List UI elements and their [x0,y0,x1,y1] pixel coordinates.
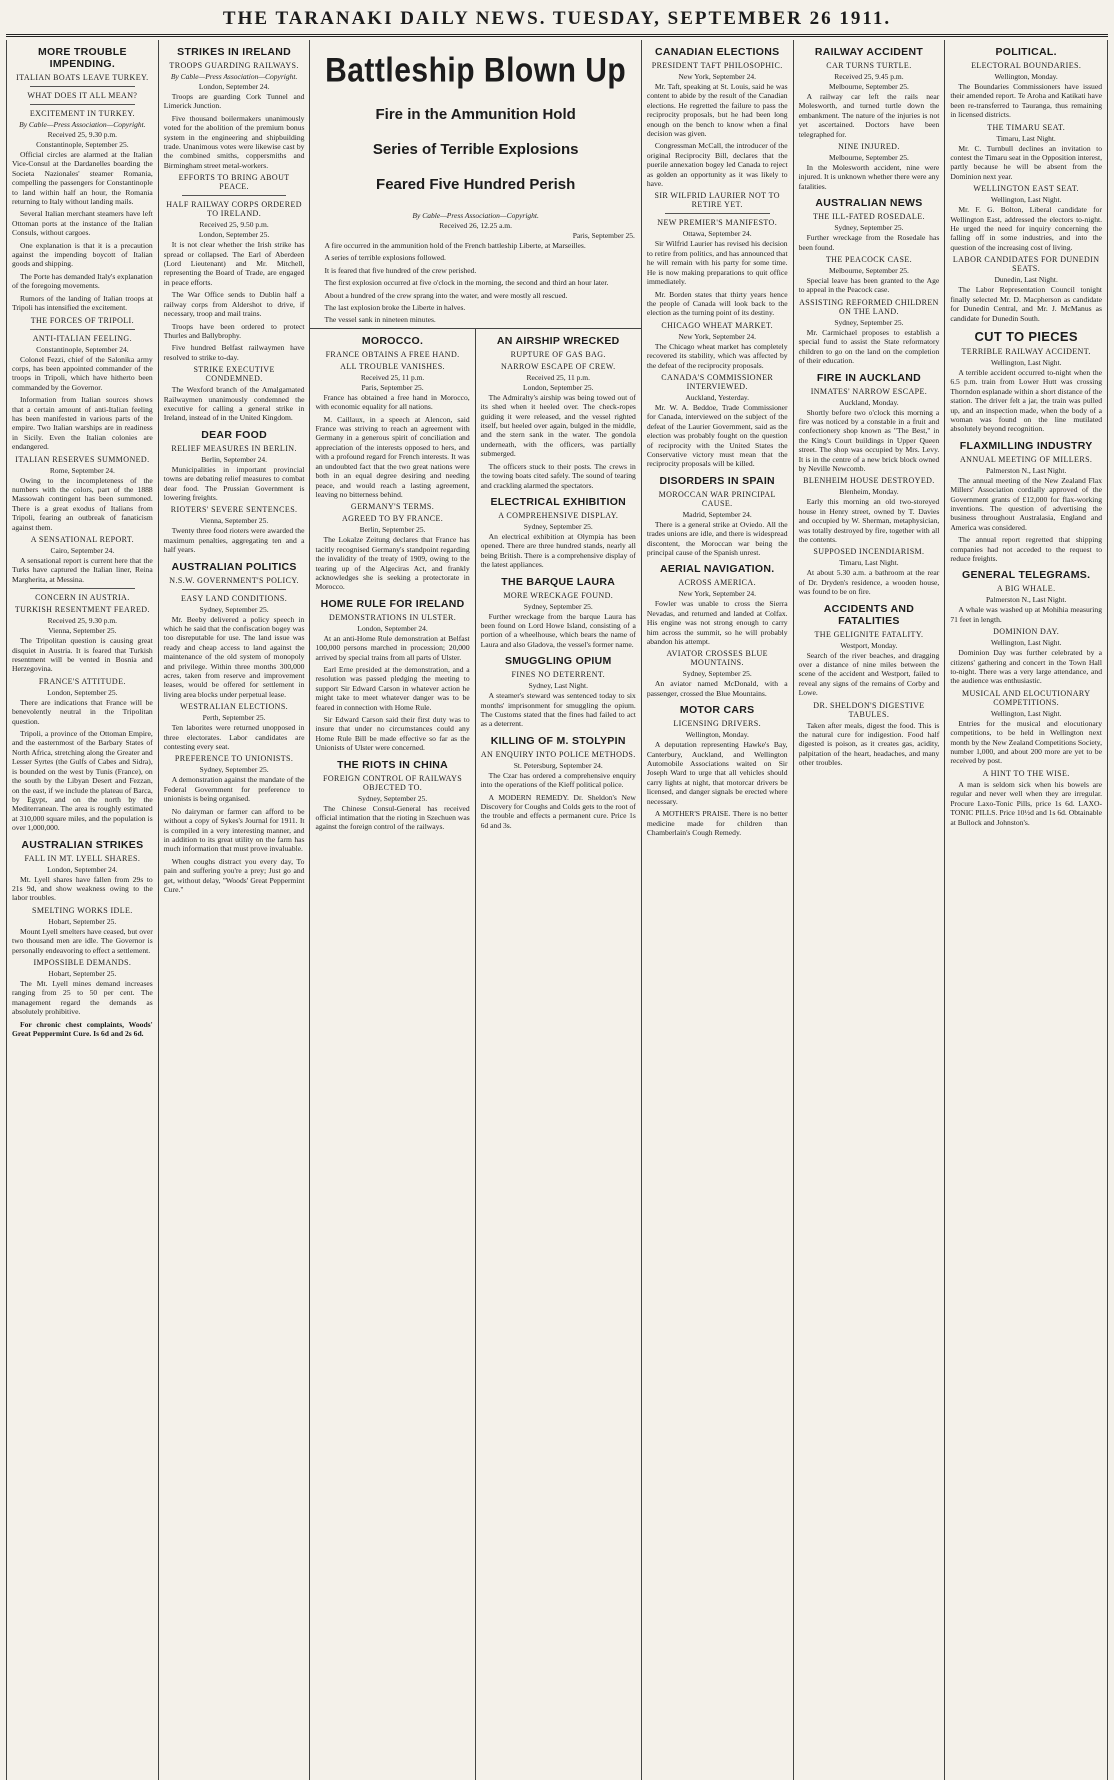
dateline: St. Petersburg, September 24. [513,760,603,770]
subhead: RELIEF MEASURES IN BERLIN. [171,443,297,453]
headline: GENERAL TELEGRAMS. [962,569,1091,582]
subhead: IMPOSSIBLE DEMANDS. [33,957,132,967]
lead-story [310,40,640,328]
headline: HOME RULE FOR IRELAND [320,597,465,610]
dateline: Sydney, September 25. [358,793,428,803]
dateline: Sydney, September 25. [199,765,269,775]
masthead: THE TARANAKI DAILY NEWS. TUESDAY, SEPTEMBER 26 1911. [6,8,1108,37]
column-5 [794,40,946,1780]
divider [30,104,135,105]
dateline: Ottawa, September 24. [682,229,752,239]
subhead: THE ILL-FATED ROSEDALE. [812,212,925,222]
banner-headline: Battleship Blown Up [325,51,627,90]
subhead: CONCERN IN AUSTRIA. [35,593,130,603]
dateline: Timaru, Last Night. [839,558,899,568]
dateline: Melbourne, September 25. [828,82,909,91]
subhead: THE FORCES OF TRIPOLI. [30,315,135,325]
paragraph: Further wreckage from the Rosedale has been found. [798,233,940,252]
paragraph: Taken after meals, digest the food. This is the natural cure for indigestion. Food half digested is poison, as it creates gas, acidity, palpitation of the heart, headaches, and many other troubles. [798,720,940,768]
dateline: Cairo, September 24. [50,546,115,555]
paragraph: An electrical exhibition at Olympia has been opened. There are three hundred stands, nearly all being British. There is a comprehensive display of the latest appliances. [480,531,636,570]
paragraph: About a hundred of the crew sprang into the water, and were mostly all rescued. [324,290,568,300]
dateline: Received 25, 9.50 p.m. [199,220,269,230]
paragraph: Mr. W. A. Beddoe, Trade Commissioner for Canada, interviewed on the subject of the defeat of the Laurier Government, said as the election was probably fought on the question of reciprocity with the United States the Conservative victory must mean that the reciprocity proposals will be killed. [646,402,788,469]
dateline: Constantinople, September 25. [36,140,129,149]
dateline: Perth, September 25. [202,713,266,723]
paragraph: A deputation representing Hawke's Bay, Canterbury, Auckland, and Wellington Automobile Associations waited on Sir Joseph Ward to urge that all vehicles should carry lights at night, that motorcar drivers be licensed, and danger signals be erected where necessary. [646,740,788,806]
paragraph: Dominion Day was further celebrated by a citizens' gathering and concert in the Town Hall to-night. There was a very large attendance, and the audience was enthusiastic. [950,648,1103,686]
dateline: Wellington, Last Night. [990,708,1062,718]
subhead: EFFORTS TO BRING ABOUT PEACE. [178,173,290,192]
paragraph: The last explosion broke the Liberte in halves. [324,303,466,313]
paragraph: Troops have been ordered to protect Thurles and Ballybrophy. [163,321,305,340]
paragraph: France has obtained a free hand in Morocco, with economic equality for all nations. [315,392,470,412]
headline: CUT TO PIECES [974,328,1078,344]
subhead: WHAT DOES IT ALL MEAN? [27,91,138,100]
headline: AUSTRALIAN POLITICS [171,560,297,573]
paragraph: Five thousand boilermakers unanimously voted for the abolition of the premium bonus system in the engineering and shipbuilding trade. Unanimous votes were likewise cast by the combined smiths, coppersmiths and Birmingham street metal-workers. [163,113,305,170]
dateline: Sydney, September 25. [834,317,904,327]
paragraph: Rumors of the landing of Italian troops at Tripoli has intensified the excitement. [12,293,153,313]
subhead: CAR TURNS TURTLE. [826,61,912,70]
paragraph: In the Molesworth accident, nine were injured. It is unknown whether there were any fatalities. [798,163,940,191]
subhead: NARROW ESCAPE OF CREW. [500,361,616,371]
subhead: SMELTING WORKS IDLE. [32,905,133,915]
paragraph: Sir Wilfrid Laurier has revised his decision to retire from politics, and has announced that he will remain with his party for some time. He is now making preparations to quit office immediately. [646,239,788,287]
divider [30,329,135,330]
dateline: Dunedin, Last Night. [994,275,1058,285]
paragraph: Mr. F. G. Bolton, Liberal candidate for Wellington East, addressed the electors to-night. He urged the need for inquiry concerning the falling off in some industries, and into the question of the increasing cost of living. [950,205,1103,252]
paragraph: One explanation is that it is a precaution against the impending boycott of Italian goods and shipping. [12,240,153,269]
paragraph: Tripoli, a province of the Ottoman Empire, and the easternmost of the Barbary States of North Africa, stretching along the Greater and Lesser Syrtes (the Gulfs of Cabes and Sidra), is bounded on the west by Tunis (France), on the south by the Libyan Desert and Fezzan, on the east, if we include the plateau of Barca, by Egypt, and on the north by the Mediterranean. The area is roughly estimated at 310,000 square miles, and the population is over 1,000,000. [12,729,153,833]
dateline: Received 25, 9.45 p.m. [834,72,904,81]
paragraph: Special leave has been granted to the Age to appeal in the Peacock case. [798,276,940,295]
headline: FLAXMILLING INDUSTRY [959,439,1093,452]
headline: AERIAL NAVIGATION. [659,563,775,576]
subhead: ASSISTING REFORMED CHILDREN ON THE LAND. [799,297,939,316]
dateline: Westport, Monday. [840,640,898,650]
subhead: A SENSATIONAL REPORT. [30,535,134,544]
paragraph: When coughs distract you every day, To pain and suffering you're a prey; Just go and get, without delay, "Woods' Great Peppermint Cure." [163,856,305,894]
paragraph: A terrible accident occurred to-night when the 6.5 p.m. train from Lower Hutt was crossing Thorndon esplanade within a short distance of the station. The driver felt a jar, the train was pulled up, and an inspection made, when the body of a woman was found on the line mutilated absolutely beyond recognition. [950,367,1103,434]
paragraph: M. Caillaux, in a speech at Alencon, said France was striving to reach an agreement with Germany in a generous spirit of conciliation and appreciation of the interests opposed to hers, and with a profound regard for French interests. It was an undoubted fact that the two great nations were both in an equal degree desiring and needing peace, and would reach a lasting agreement, leaving no bitterness behind. [315,414,470,499]
headline: SMUGGLING OPIUM [504,655,612,668]
dateline: Sydney, September 25. [523,601,593,611]
paragraph: Five hundred Belfast railwaymen have resolved to strike to-day. [163,343,305,362]
paragraph: An aviator named McDonald, with a passenger, crossed the Blue Mountains. [646,679,788,698]
headline: KILLING OF M. STOLYPIN [490,734,626,747]
paragraph: Mr. Beeby delivered a policy speech in which he said that the confiscation bogey was too disreputable for use. The land issue was ready and cheap access to land against the maintenance of the old system of monopoly and privilege. Within three months 300,000 acres, taken from reserve and improvement leases, would be offered for settlement in living area blocks under perpetual lease. [163,614,305,699]
paragraph: Official circles are alarmed at the Italian Vice-Consul at the Dardanelles boarding the Societa Nazionales' steamer Romania, compelling the passengers for Constantinople to land within half an hour, the Romania returning to Italy without landing mails. [12,150,153,207]
paragraph: A man is seldom sick when his bowels are regular and never well when they are irregular. Procure Laxo-Tonic Pills, price 1s 6d. LAXO-TONIC PILLS. Price 10½d and 1s 6d. Obtainable at Bullock and Johnston's. [950,779,1103,827]
subhead: THE GELIGNITE FATALITY. [814,629,924,639]
dateline: Received 25, 11 p.m. [526,372,590,382]
dateline: London, September 25. [47,687,118,697]
subhead: N.S.W. GOVERNMENT'S POLICY. [169,575,299,585]
paragraph: A demonstration against the mandate of the Federal Government for preference to unionists is being organised. [163,775,305,804]
subhead: DR. SHELDON'S DIGESTIVE TABULES. [813,700,925,719]
paragraph: Information from Italian sources shows that a certain amount of anti-Italian feeling has been manifested in various parts of the empire. Two Italian warships are in readiness in Sicily. Even the Italian colonies are endangered. [12,395,153,452]
dateline: Melbourne, September 25. [828,153,909,163]
dateline: Rome, September 24. [49,465,115,475]
lead-story-section [310,40,641,1780]
paragraph: No dairyman or farmer can afford to be without a copy of Sykes's Journal for 1911. It is compiled in a very interesting manner, and in addition to its great utility on the farm has much information that must prove invaluable. [163,806,305,854]
column-2 [159,40,311,1780]
subhead: STRIKE EXECUTIVE CONDEMNED. [193,365,275,384]
headline: MOTOR CARS [679,704,755,717]
divider [665,213,770,214]
dateline: Auckland, Yesterday. [685,392,750,402]
subhead: AVIATOR CROSSES BLUE MOUNTAINS. [666,649,768,668]
paragraph: A steamer's steward was sentenced today to six months' imprisonment for smuggling the opium. The Customs stated that the fines had failed to act as a deterrent. [480,691,636,729]
dateline: Paris, September 25. [572,231,635,240]
dateline: Vienna, September 25. [48,626,117,636]
subhead: FOREIGN CONTROL OF RAILWAYS OBJECTED TO. [322,773,463,792]
dateline: London, September 24. [47,864,118,874]
subhead: TERRIBLE RAILWAY ACCIDENT. [961,346,1091,356]
deck-headline: Fire in the Ammunition Hold [375,106,576,123]
subhead: AGREED TO BY FRANCE. [341,514,444,524]
divider [30,588,135,589]
headline: AN AIRSHIP WRECKED [496,334,620,347]
paragraph: Mr. Taft, speaking at St. Louis, said he was content to abide by the result of the Canadian elections. He regretted the failure to pass the reciprocity proposals, but he had been long enough on the bench to know when a final decision was given. [646,82,788,139]
byline: By Cable—Press Association—Copyright. [170,72,298,81]
subhead: ALL TROUBLE VANISHES. [340,361,445,371]
subhead: ITALIAN RESERVES SUMMONED. [15,454,150,464]
subhead: ACROSS AMERICA. [678,578,756,588]
paragraph: The annual report regretted that shipping companies had not acceded to the request to reduce freights. [950,535,1103,563]
subhead: RIOTERS' SEVERE SENTENCES. [170,505,298,515]
divider [182,589,287,590]
subhead: WESTRALIAN ELECTIONS. [180,702,289,712]
dateline: Received 25, 9.30 p.m. [47,130,118,139]
dateline: Received 25, 11 p.m. [360,372,425,382]
paragraph: Mr. Borden states that thirty years hence the people of Canada will look back to the election as the turning point of its destiny. [646,289,788,318]
headline: THE RIOTS IN CHINA [337,758,449,771]
headline: FIRE IN AUCKLAND [816,371,922,384]
subhead: PREFERENCE TO UNIONISTS. [174,754,294,764]
subhead: ELECTORAL BOUNDARIES. [971,61,1082,70]
paragraph: Mount Lyell smelters have ceased, but over two thousand men are idle. The Governor is personally endeavoring to effect a settlement. [12,926,153,955]
paragraph: Earl Erne presided at the demonstration, and a resolution was passed pledging the meeting to support Sir Edward Carson in whatever action he might take to meet whatever danger was to be feared in connection with Home Rule. [315,664,470,712]
paragraph: It is feared that five hundred of the crew perished. [324,265,477,275]
subhead: GERMANY'S TERMS. [350,502,435,512]
paragraph: At an anti-Home Rule demonstration at Belfast 100,000 persons marched in procession; 20,000 arrived by special trains from all parts of Ulster. [315,633,470,662]
dateline: Sydney, September 25. [523,521,593,531]
column-1 [7,40,159,1780]
paragraph: Shortly before two o'clock this morning a fire was noticed by a constable in a fruit and confectionery shop known as "The Best," in the King's Court buildings in Upper Queen street. The shop was occupied by Mrs. Levy. It is in the centre of a new brick block owned by Neville Newcomb. [798,407,940,473]
subhead: A HINT TO THE WISE. [982,768,1070,778]
subhead: AN ENQUIRY INTO POLICE METHODS. [480,749,636,759]
paragraph: Entries for the musical and elocutionary competitions, to be held in Wellington next month by the New Zealand Competitions Society, number 1,000, and about 200 more are yet to be received by post. [950,718,1103,766]
paragraph: The Chicago wheat market has completely recovered its stability, which was affected by the defeat of the reciprocity proposals. [646,341,788,370]
headline: RAILWAY ACCIDENT [814,46,924,58]
dateline: London, September 25. [198,230,270,240]
paragraph: The first explosion occurred at five o'clock in the morning, the second and third an hour later. [324,278,609,288]
paragraph: The annual meeting of the New Zealand Flax Millers' Association cordially approved of the Government grants of £12,000 for flax-working inventions. The question of advertising the business throughout Australasia, England and America was considered. [950,475,1103,532]
headline: MORE TROUBLE IMPENDING. [37,46,127,70]
paragraph: Sir Edward Carson said their first duty was to insure that under no circumstances could any Home Rule Bill be made effective so far as the Unionists of Ulster were concerned. [315,715,470,753]
paragraph: Early this morning an old two-storeyed house in Henry street, owned by T. Davies and occupied by W. Sherman, metaphysician, was totally destroyed by fire, together with all the contents. [798,497,940,544]
subhead: NINE INJURED. [838,142,900,152]
dateline: New York, September 24. [678,589,756,599]
subhead: TROOPS GUARDING RAILWAYS. [169,61,299,70]
subhead: MUSICAL AND ELOCUTIONARY COMPETITIONS. [961,688,1091,707]
byline: By Cable—Press Association—Copyright. [19,120,146,129]
byline: By Cable—Press Association—Copyright. [412,211,539,220]
dateline: New York, September 24. [678,72,756,81]
subhead: A BIG WHALE. [996,584,1056,594]
dateline: Palmerston N., Last Night. [985,595,1067,605]
subhead: THE TIMARU SEAT. [987,122,1066,132]
paragraph: Troops are guarding Cork Tunnel and Limerick Junction. [163,92,305,111]
subhead: FINES NO DETERRENT. [511,670,605,680]
paragraph: Colonel Fezzi, chief of the Salonika army corps, has been appointed commander of the troops in Tripoli, which have hitherto been commanded by the Governor. [12,354,153,392]
paragraph: The Chinese Consul-General has received official intimation that the rioting in Szechuen was against the foreign control of the railways. [315,803,470,832]
column-3b [476,329,641,1780]
paragraph: The officers stuck to their posts. The crews in the towing boats cited safely. The sound of tearing and crackling alarmed the spectators. [480,461,636,490]
paragraph: The Labor Representation Council tonight finally selected Mr. D. Macpherson as candidate for Dunedin Central, and Mr. J. McManus as candidate for Dunedin South. [950,285,1103,323]
subhead: PRESIDENT TAFT PHILOSOPHIC. [651,61,783,70]
dateline: London, September 24. [357,623,428,633]
headline: THE BARQUE LAURA [501,575,616,588]
dateline: Wellington, Monday. [685,730,749,740]
subhead: INMATES' NARROW ESCAPE. [810,386,928,396]
paragraph: The War Office sends to Dublin half a railway corps from Aldershot to drive, if necessary, troop and mail trains. [163,290,305,319]
dateline: Timaru, Last Night. [996,133,1056,143]
paragraph: The Wexford branch of the Amalgamated Railwaymen unanimously condemned the executive for calling a general strike in Ireland, instead of in the United Kingdom. [163,385,305,423]
paragraph: At about 5.30 a.m. a bathroom at the rear of Dr. Dryden's residence, a wooden house, was found to be on fire. [798,568,940,597]
headline: ELECTRICAL EXHIBITION [490,495,627,508]
paragraph: A fire occurred in the ammunition hold of the French battleship Liberte, at Marseilles. [324,241,586,250]
headline: STRIKES IN IRELAND [177,46,292,58]
paragraph: Congressman McCall, the introducer of the original Reciprocity Bill, declares that the puerile annexation bogey led Canada to reject as golden an opportunity as it was likely to have. [646,141,788,189]
dateline: New York, September 24. [678,331,756,341]
dateline: Received 26, 12.25 a.m. [439,221,512,230]
paragraph: A whale was washed up at Mohihia measuring 71 feet in length. [950,605,1103,624]
paragraph: Further wreckage from the barque Laura has been found on Lord Howe Island, consisting of a portion of a wheelhouse, which bears the name of Laura and also Gladova, the vessel's former name. [480,611,636,649]
headline: AUSTRALIAN STRIKES [21,838,144,851]
subhead: DEMONSTRATIONS IN ULSTER. [329,612,457,622]
subhead: A COMPREHENSIVE DISPLAY. [498,510,619,520]
dateline: Hobart, September 25. [48,968,117,978]
subhead: NEW PREMIER'S MANIFESTO. [657,218,778,228]
subhead: LICENSING DRIVERS. [673,719,762,729]
paragraph: Several Italian merchant steamers have left Ottoman ports at the instance of the Italian Consuls, without cargoes. [12,209,153,238]
dateline: Hobart, September 25. [48,916,117,926]
paragraph: The Tripolitan question is causing great disquiet in Austria. It is feared that Turkish resentment will be vented in Bosnia and Herzegovina. [12,636,153,674]
subhead: MOROCCAN WAR PRINCIPAL CAUSE. [658,489,776,508]
dateline: Wellington, Monday. [994,72,1058,81]
dateline: Palmerston N., Last Night. [985,465,1067,475]
dateline: Wellington, Last Night. [990,357,1062,367]
subhead: ANNUAL MEETING OF MILLERS. [960,454,1093,464]
subhead: FRANCE OBTAINS A FREE HAND. [325,349,460,359]
paragraph: Twenty three food rioters were awarded the maximum penalties, aggregating ten and a half years. [163,526,305,555]
columns [6,40,1108,1780]
column-6 [945,40,1107,1780]
headline: DISORDERS IN SPAIN [659,474,775,487]
subhead: BLENHEIM HOUSE DESTROYED. [803,476,935,486]
subhead: CANADA'S COMMISSIONER INTERVIEWED. [661,372,774,391]
subhead: MORE WRECKAGE FOUND. [503,590,614,600]
deck-headline: Series of Terrible Explosions [372,141,579,158]
paragraph: Fowler was unable to cross the Sierra Nevadas, and returned and landed at Colfax. His engine was not strong enough to carry him across the summit, so he will probably abandon his attempt. [646,599,788,647]
headline: POLITICAL. [995,46,1057,58]
column-3a [310,329,475,1780]
paragraph: Mr. Carmichael proposes to establish a special fund to assist the State reformatory children to go on the land on the completion of their education. [798,327,940,366]
paragraph: The Porte has demanded Italy's explanation of the foregoing movements. [12,271,153,291]
paragraph: The Boundaries Commissioners have issued their amended report. Te Aroha and Katikati have been re-transferred to Tauranga, thus remaining in licensed districts. [950,82,1103,120]
paragraph: The vessel sank in nineteen minutes. [324,315,436,325]
paragraph: The Mt. Lyell mines demand increases ranging from 25 to 50 per cent. The management regard the demands as absolutely prohibitive. [12,978,153,1017]
dateline: Sydney, September 25. [199,604,269,614]
subhead: CHICAGO WHEAT MARKET. [661,320,774,330]
dateline: Wellington, Last Night. [990,195,1062,205]
dateline: Sydney, September 25. [682,669,752,679]
subhead: FALL IN MT. LYELL SHARES. [24,853,141,863]
headline: DEAR FOOD [201,428,267,441]
subhead: ITALIAN BOATS LEAVE TURKEY. [16,73,149,82]
dateline: Received 25, 9.30 p.m. [47,616,118,626]
lead-subcolumns [310,328,640,1780]
subhead: ANTI-ITALIAN FEELING. [32,333,133,343]
dateline: Vienna, September 25. [199,516,269,526]
paragraph: A railway car left the rails near Molesworth, and turned turtle down the embankment. The nature of the injuries is not yet ascertained. Doctors have been telegraphed for. [798,92,940,139]
subhead: WELLINGTON EAST SEAT. [973,184,1079,194]
dateline: Berlin, September 25. [359,525,426,535]
dateline: Berlin, September 24. [201,454,268,464]
dateline: Auckland, Monday. [839,397,899,407]
subhead: HALF RAILWAY CORPS ORDERED TO IRELAND. [166,200,302,219]
paragraph: The Lokalze Zeitung declares that France has tacitly recognised Germany's standpoint regarding the invalidity of the treaty of 1909, owing to the tearing up of the Algeciras Act, and frankly acknowledges she is seeking a protectorate in Morocco. [315,535,470,592]
paragraph: Mr. C. Turnbull declines an invitation to contest the Timaru seat in the Opposition interest, partly because he will be absent from the Dominion next year. [950,143,1103,181]
paragraph: There are indications that France will be benevolently neutral in the Tripolitan question. [12,697,153,726]
subhead: RUPTURE OF GAS BAG. [510,349,606,359]
dateline: Madrid, September 24. [682,509,752,519]
dateline: Paris, September 25. [361,382,424,392]
dateline: Sydney, September 25. [834,223,904,233]
dateline: London, September 24. [198,82,270,91]
advertisement: For chronic chest complaints, Woods' Great Peppermint Cure. Is 6d and 2s 6d. [12,1019,153,1038]
dateline: Wellington, Last Night. [990,638,1062,648]
paragraph: A MODERN REMEDY. Dr. Sheldon's New Discovery for Coughs and Colds gets to the root of the trouble and effects a permanent cure. Price 1s 6d and 3s. [480,792,636,830]
paragraph: The Admiralty's airship was being towed out of its shed when it heeled over. The check-ropes guiding it were released, and the vessel righted itself, but heeled over again, bulged in the middle, and the stern sank in the water. The gondola underneath, with the officers, was partially submerged. [480,392,636,459]
headline: ACCIDENTS AND FATALITIES [823,602,915,627]
paragraph: Search of the river beaches, and dragging over a distance of nine miles between the scene of the accident and Westport, failed to reveal any signs of the remains of Corby and Lowe. [798,650,940,698]
subhead: SIR WILFRID LAURIER NOT TO RETIRE YET. [654,191,780,210]
dateline: London, September 25. [523,382,594,392]
headline: AUSTRALIAN NEWS [815,197,923,210]
headline: CANADIAN ELECTIONS [655,46,780,58]
deck-headline: Feared Five Hundred Perish [376,176,576,193]
paragraph: Mt. Lyell shares have fallen from 29s to 21s 9d, and show weakness owing to the labor troubles. [12,874,153,903]
divider [30,86,135,87]
subhead: FRANCE'S ATTITUDE. [38,676,126,686]
subhead: SUPPOSED INCENDIARISM. [813,547,925,557]
subhead: EXCITEMENT IN TURKEY. [29,109,135,118]
paragraph: Owing to the incompleteness of the numbers with the colors, part of the 1888 Massowah contingent has been summoned. There is a great exodus of Italians from Tripoli, fearing an outbreak of fanaticism against them. [12,475,153,532]
paragraph: There is a general strike at Oviedo. All the trades unions are idle, and there is widespread discontent, the Moroccan war being the principal cause of the Spanish unrest. [646,519,788,557]
dateline: Constantinople, September 24. [36,344,129,354]
column-4 [642,40,794,1780]
paragraph: A series of terrible explosions followed. [324,253,446,263]
headline: MOROCCO. [361,334,424,347]
subhead: LABOR CANDIDATES FOR DUNEDIN SEATS. [952,255,1100,274]
dateline: Melbourne, September 25. [828,266,909,276]
dateline: Blenheim, Monday. [839,487,899,497]
subhead: EASY LAND CONDITIONS. [181,593,288,603]
paragraph: A MOTHER'S PRAISE. There is no better medicine made for children than Chamberlain's Cough Remedy. [646,809,788,837]
subhead: TURKISH RESENTMENT FEARED. [14,605,150,615]
paragraph: It is not clear whether the Irish strike has spread or collapsed. The Earl of Aberdeen (Lord Lieutenant) and Mr. Mitchell, representing the Board of Trade, are engaged in peace efforts. [163,240,305,287]
divider [182,195,287,196]
subhead: DOMINION DAY. [993,627,1060,637]
paragraph: A sensational report is current here that the Turks have captured the Italian liner, Reina Margherita, at Messina. [12,556,153,584]
paragraph: The Czar has ordered a comprehensive enquiry into the operations of the Kieff political police. [480,770,636,790]
dateline: Sydney, Last Night. [528,681,588,691]
subhead: THE PEACOCK CASE. [825,255,913,265]
paragraph: Ten laborites were returned unopposed in three electorates. Labor candidates are contesting every seat. [163,723,305,752]
paragraph: Municipalities in important provincial towns are debating relief measures to combat dear food. The Prussian Government is lowering freights. [163,464,305,502]
